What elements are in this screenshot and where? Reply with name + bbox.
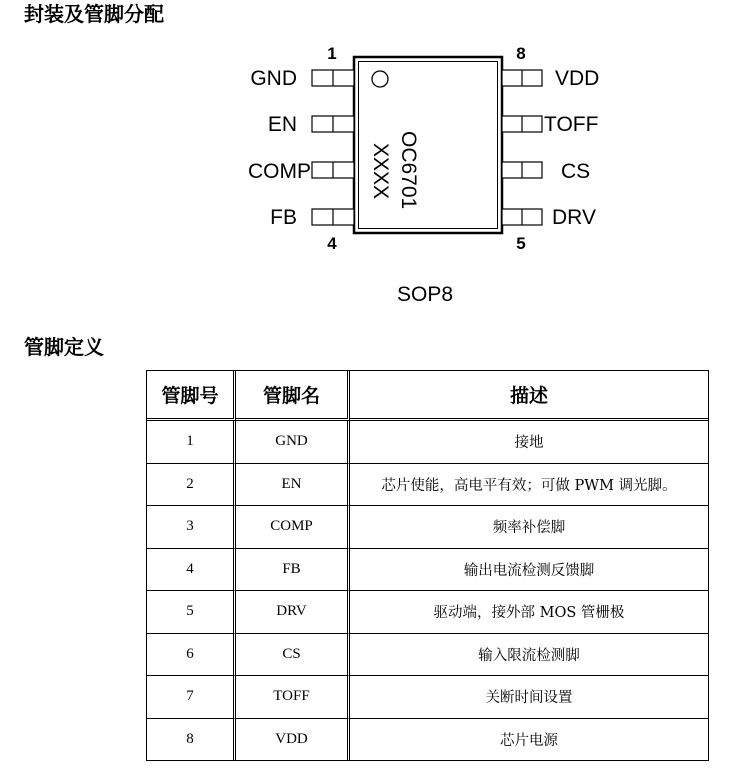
header-pin-name: 管脚名: [236, 371, 350, 421]
pin-description-cell: 频率补偿脚: [350, 506, 708, 549]
pin-name-cell: CS: [236, 634, 350, 677]
pin-name-cell: DRV: [236, 591, 350, 634]
pin-number-5: 5: [516, 234, 526, 253]
table-row: [147, 634, 708, 677]
table-row: [147, 719, 708, 761]
pin-number-cell: 3: [147, 506, 236, 549]
header-pin-number: 管脚号: [147, 371, 236, 421]
section-title-pin-definition: 管脚定义: [24, 335, 104, 359]
pin-description-cell: 驱动端，接外部 MOS 管栅极: [350, 591, 708, 634]
section-title-package: 封装及管脚分配: [24, 2, 164, 26]
right-pin-leads: [502, 70, 542, 225]
table-row: [147, 464, 708, 507]
pin-description-cell: 芯片电源: [500, 732, 558, 749]
header-description: 描述: [350, 371, 708, 421]
pin-description-cell: 输出电流检测反馈脚: [350, 549, 708, 592]
table-header-row: [147, 371, 708, 421]
pin-number-cell: 2: [147, 464, 236, 507]
pin-name-cell: COMP: [236, 506, 350, 549]
table-row: [147, 506, 708, 549]
pin-label-en: EN: [267, 113, 297, 136]
sop8-pinout-diagram: [0, 0, 730, 320]
left-pin-leads: [312, 70, 354, 225]
pin-label-fb: FB: [270, 206, 297, 229]
pin-description-cell: 输入限流检测脚: [350, 634, 708, 677]
pin-label-toff: TOFF: [544, 113, 599, 136]
pin-name-cell: EN: [236, 464, 350, 507]
pin-number-cell: 7: [147, 676, 236, 719]
pin-name-cell: TOFF: [236, 676, 350, 719]
pin-label-vdd: VDD: [555, 67, 600, 90]
table-row: [147, 591, 708, 634]
pin-description-cell: 关断时间设置: [350, 676, 708, 719]
pin-number-cell: 8: [147, 719, 236, 761]
pin-number-cell: 1: [147, 421, 236, 464]
pin-label-comp: COMP: [248, 160, 311, 183]
pin-number-cell: 4: [147, 549, 236, 592]
pin-label-cs: CS: [561, 160, 591, 183]
pin-number-cell: 6: [147, 634, 236, 677]
pin-description-cell: 接地: [350, 421, 708, 464]
table-row: [147, 421, 708, 464]
table-row: [147, 676, 708, 719]
pin-name-cell: GND: [236, 421, 350, 464]
pin-name-cell: VDD: [236, 719, 350, 761]
pin-definition-table: [146, 370, 709, 761]
package-name: SOP8: [396, 283, 454, 306]
pin-label-gnd: GND: [250, 67, 297, 90]
pin-description-cell: 芯片使能，高电平有效；可做 PWM 调光脚。: [350, 464, 708, 507]
pin-number-cell: 5: [147, 591, 236, 634]
chip-part-number: OC6701: [397, 131, 420, 210]
pin-label-drv: DRV: [552, 206, 596, 229]
pin-name-cell: FB: [236, 549, 350, 592]
pin-number-8: 8: [516, 44, 526, 63]
table-row: [147, 549, 708, 592]
pin-number-1: 1: [327, 44, 337, 63]
pin-number-4: 4: [327, 234, 337, 253]
chip-date-code: XXXX: [369, 143, 392, 200]
